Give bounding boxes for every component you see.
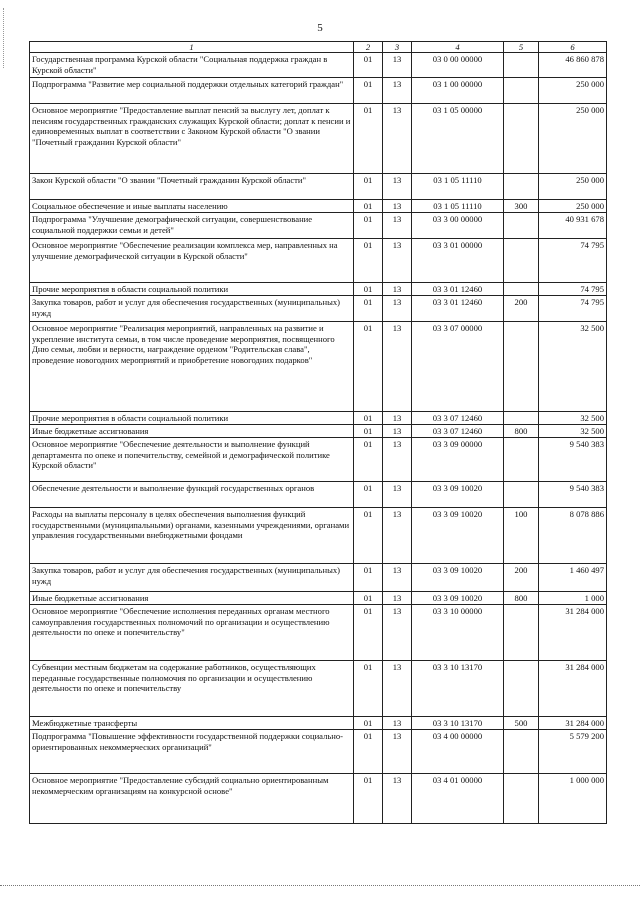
cell-section: 01 [354, 425, 383, 438]
cell-subsection: 13 [383, 213, 412, 239]
cell-section: 01 [354, 717, 383, 730]
table-row [30, 78, 607, 104]
cell-expense-type [504, 412, 539, 425]
table-row [30, 592, 607, 605]
cell-subsection: 13 [383, 200, 412, 213]
cell-name: Основное мероприятие "Реализация мероприятий, направленных на развитие и укрепление института семьи, в том числе проведение мероприятия, посвященного Дню семьи, любви и верности, награждение орденом "Родительская слава", проведение новогодних мероприятий и приобретение новогодних подарков" [30, 322, 354, 412]
table-row [30, 53, 607, 78]
cell-section: 01 [354, 482, 383, 508]
cell-section: 01 [354, 174, 383, 200]
cell-amount: 40 931 678 [539, 213, 607, 239]
cell-amount: 8 078 886 [539, 508, 607, 564]
margin-dotted-line [3, 8, 6, 68]
cell-expense-type [504, 213, 539, 239]
cell-name: Иные бюджетные ассигнования [30, 592, 354, 605]
cell-subsection: 13 [383, 283, 412, 296]
cell-section: 01 [354, 412, 383, 425]
cell-name: Государственная программа Курской области "Социальная поддержка граждан в Курской области" [30, 53, 354, 78]
cell-section: 01 [354, 213, 383, 239]
cell-expense-type: 100 [504, 508, 539, 564]
cell-subsection: 13 [383, 774, 412, 824]
cell-name: Межбюджетные трансферты [30, 717, 354, 730]
cell-subsection: 13 [383, 592, 412, 605]
cell-name: Закон Курской области "О звании "Почетный гражданин Курской области" [30, 174, 354, 200]
cell-section: 01 [354, 730, 383, 774]
cell-subsection: 13 [383, 508, 412, 564]
cell-subsection: 13 [383, 717, 412, 730]
cell-amount: 31 284 000 [539, 605, 607, 661]
cell-amount: 46 860 878 [539, 53, 607, 78]
budget-table [29, 41, 607, 824]
table-row [30, 283, 607, 296]
cell-amount: 74 795 [539, 283, 607, 296]
cell-expense-type: 800 [504, 425, 539, 438]
cell-expense-type [504, 239, 539, 283]
cell-target-code: 03 4 01 00000 [412, 774, 504, 824]
cell-section: 01 [354, 661, 383, 717]
cell-amount: 74 795 [539, 296, 607, 322]
cell-expense-type [504, 174, 539, 200]
cell-section: 01 [354, 283, 383, 296]
table-body [30, 53, 607, 824]
cell-section: 01 [354, 592, 383, 605]
table-row [30, 174, 607, 200]
cell-name: Подпрограмма "Улучшение демографической ситуации, совершенствование социальной поддержки семьи и детей" [30, 213, 354, 239]
cell-amount: 250 000 [539, 200, 607, 213]
table-row [30, 200, 607, 213]
cell-name: Обеспечение деятельности и выполнение функций государственных органов [30, 482, 354, 508]
cell-name: Закупка товаров, работ и услуг для обеспечения государственных (муниципальных) нужд [30, 564, 354, 592]
cell-subsection: 13 [383, 412, 412, 425]
cell-subsection: 13 [383, 425, 412, 438]
cell-amount: 32 500 [539, 425, 607, 438]
cell-section: 01 [354, 104, 383, 174]
table-row [30, 239, 607, 283]
cell-amount: 9 540 383 [539, 482, 607, 508]
table-row [30, 661, 607, 717]
cell-name: Иные бюджетные ассигнования [30, 425, 354, 438]
cell-name: Основное мероприятие "Обеспечение реализации комплекса мер, направленных на улучшение демографической ситуации в Курской области" [30, 239, 354, 283]
cell-target-code: 03 3 09 00000 [412, 438, 504, 482]
cell-target-code: 03 3 01 12460 [412, 296, 504, 322]
cell-subsection: 13 [383, 296, 412, 322]
cell-target-code: 03 3 10 13170 [412, 661, 504, 717]
cell-target-code: 03 3 07 00000 [412, 322, 504, 412]
cell-expense-type [504, 661, 539, 717]
cell-expense-type: 200 [504, 564, 539, 592]
cell-expense-type: 500 [504, 717, 539, 730]
cell-target-code: 03 1 00 00000 [412, 78, 504, 104]
table-row [30, 774, 607, 824]
cell-expense-type [504, 605, 539, 661]
cell-target-code: 03 3 09 10020 [412, 508, 504, 564]
cell-target-code: 03 3 10 00000 [412, 605, 504, 661]
table-row [30, 717, 607, 730]
cell-expense-type [504, 482, 539, 508]
cell-expense-type [504, 53, 539, 78]
page-number: 5 [317, 22, 323, 34]
cell-subsection: 13 [383, 482, 412, 508]
cell-expense-type [504, 774, 539, 824]
header-col-5: 5 [504, 42, 539, 53]
cell-subsection: 13 [383, 730, 412, 774]
cell-amount: 250 000 [539, 104, 607, 174]
table-row [30, 104, 607, 174]
cell-section: 01 [354, 200, 383, 213]
cell-name: Расходы на выплаты персоналу в целях обеспечения выполнения функций государственными (муниципальными) органами, казенными учреждениями, органами управления государственными внебюджетными фондами [30, 508, 354, 564]
cell-expense-type: 200 [504, 296, 539, 322]
cell-target-code: 03 3 09 10020 [412, 482, 504, 508]
table-row [30, 508, 607, 564]
cell-section: 01 [354, 296, 383, 322]
header-row [30, 42, 607, 53]
cell-target-code: 03 1 05 11110 [412, 200, 504, 213]
header-col-6: 6 [539, 42, 607, 53]
table-row [30, 730, 607, 774]
cell-amount: 32 500 [539, 412, 607, 425]
cell-target-code: 03 1 05 11110 [412, 174, 504, 200]
table-row [30, 425, 607, 438]
cell-name: Подпрограмма "Развитие мер социальной поддержки отдельных категорий граждан" [30, 78, 354, 104]
cell-subsection: 13 [383, 661, 412, 717]
cell-name: Прочие мероприятия в области социальной политики [30, 283, 354, 296]
cell-section: 01 [354, 508, 383, 564]
table-row [30, 412, 607, 425]
cell-name: Прочие мероприятия в области социальной политики [30, 412, 354, 425]
cell-section: 01 [354, 438, 383, 482]
cell-subsection: 13 [383, 564, 412, 592]
cell-section: 01 [354, 53, 383, 78]
cell-target-code: 03 3 07 12460 [412, 412, 504, 425]
cell-target-code: 03 3 10 13170 [412, 717, 504, 730]
table-row [30, 296, 607, 322]
header-col-1: 1 [30, 42, 354, 53]
cell-expense-type [504, 730, 539, 774]
cell-section: 01 [354, 239, 383, 283]
cell-expense-type [504, 78, 539, 104]
cell-amount: 74 795 [539, 239, 607, 283]
cell-expense-type [504, 438, 539, 482]
cell-amount: 31 284 000 [539, 661, 607, 717]
cell-subsection: 13 [383, 605, 412, 661]
cell-target-code: 03 3 09 10020 [412, 592, 504, 605]
cell-target-code: 03 3 01 00000 [412, 239, 504, 283]
cell-amount: 32 500 [539, 322, 607, 412]
header-col-4: 4 [412, 42, 504, 53]
cell-section: 01 [354, 774, 383, 824]
cell-subsection: 13 [383, 322, 412, 412]
table-row [30, 482, 607, 508]
cell-amount: 1 000 000 [539, 774, 607, 824]
header-col-2: 2 [354, 42, 383, 53]
cell-target-code: 03 3 09 10020 [412, 564, 504, 592]
cell-target-code: 03 1 05 00000 [412, 104, 504, 174]
cell-subsection: 13 [383, 78, 412, 104]
cell-target-code: 03 4 00 00000 [412, 730, 504, 774]
cell-subsection: 13 [383, 174, 412, 200]
cell-amount: 31 284 000 [539, 717, 607, 730]
cell-name: Закупка товаров, работ и услуг для обеспечения государственных (муниципальных) нужд [30, 296, 354, 322]
cell-section: 01 [354, 78, 383, 104]
cell-name: Основное мероприятие "Предоставление субсидий социально ориентированным некоммерческим организациям на конкурсной основе" [30, 774, 354, 824]
cell-name: Основное мероприятие "Обеспечение деятельности и выполнение функций департамента по опеке и попечительству, семейной и демографической политике Курской области" [30, 438, 354, 482]
cell-target-code: 03 3 07 12460 [412, 425, 504, 438]
table-row [30, 438, 607, 482]
cell-name: Социальное обеспечение и иные выплаты населению [30, 200, 354, 213]
cell-expense-type: 800 [504, 592, 539, 605]
cell-name: Субвенции местным бюджетам на содержание работников, осуществляющих переданные государственные полномочия по организации и осуществлению деятельности по опеке и попечительству [30, 661, 354, 717]
cell-subsection: 13 [383, 104, 412, 174]
bottom-dotted-rule [0, 885, 640, 886]
cell-amount: 1 460 497 [539, 564, 607, 592]
header-col-3: 3 [383, 42, 412, 53]
cell-subsection: 13 [383, 53, 412, 78]
cell-section: 01 [354, 605, 383, 661]
table-row [30, 605, 607, 661]
cell-target-code: 03 0 00 00000 [412, 53, 504, 78]
table-header [30, 42, 607, 53]
cell-name: Подпрограмма "Повышение эффективности государственной поддержки социально-ориентированных некоммерческих организаций" [30, 730, 354, 774]
cell-amount: 5 579 200 [539, 730, 607, 774]
cell-subsection: 13 [383, 239, 412, 283]
cell-amount: 250 000 [539, 174, 607, 200]
cell-amount: 250 000 [539, 78, 607, 104]
cell-name: Основное мероприятие "Предоставление выплат пенсий за выслугу лет, доплат к пенсиям государственных гражданских служащих Курской области; доплат к пенсии и единовременных выплат в соответствии с Законом Курской области "О звании "Почетный гражданин Курской области" [30, 104, 354, 174]
cell-target-code: 03 3 00 00000 [412, 213, 504, 239]
cell-target-code: 03 3 01 12460 [412, 283, 504, 296]
table-row [30, 564, 607, 592]
cell-expense-type [504, 104, 539, 174]
cell-amount: 9 540 383 [539, 438, 607, 482]
table-row [30, 213, 607, 239]
cell-expense-type [504, 283, 539, 296]
cell-section: 01 [354, 322, 383, 412]
cell-amount: 1 000 [539, 592, 607, 605]
cell-subsection: 13 [383, 438, 412, 482]
cell-section: 01 [354, 564, 383, 592]
cell-expense-type [504, 322, 539, 412]
cell-expense-type: 300 [504, 200, 539, 213]
cell-name: Основное мероприятие "Обеспечение исполнения переданных органам местного самоуправления государственных полномочий по организации и осуществлению деятельности по опеке и попечительству" [30, 605, 354, 661]
table-row [30, 322, 607, 412]
